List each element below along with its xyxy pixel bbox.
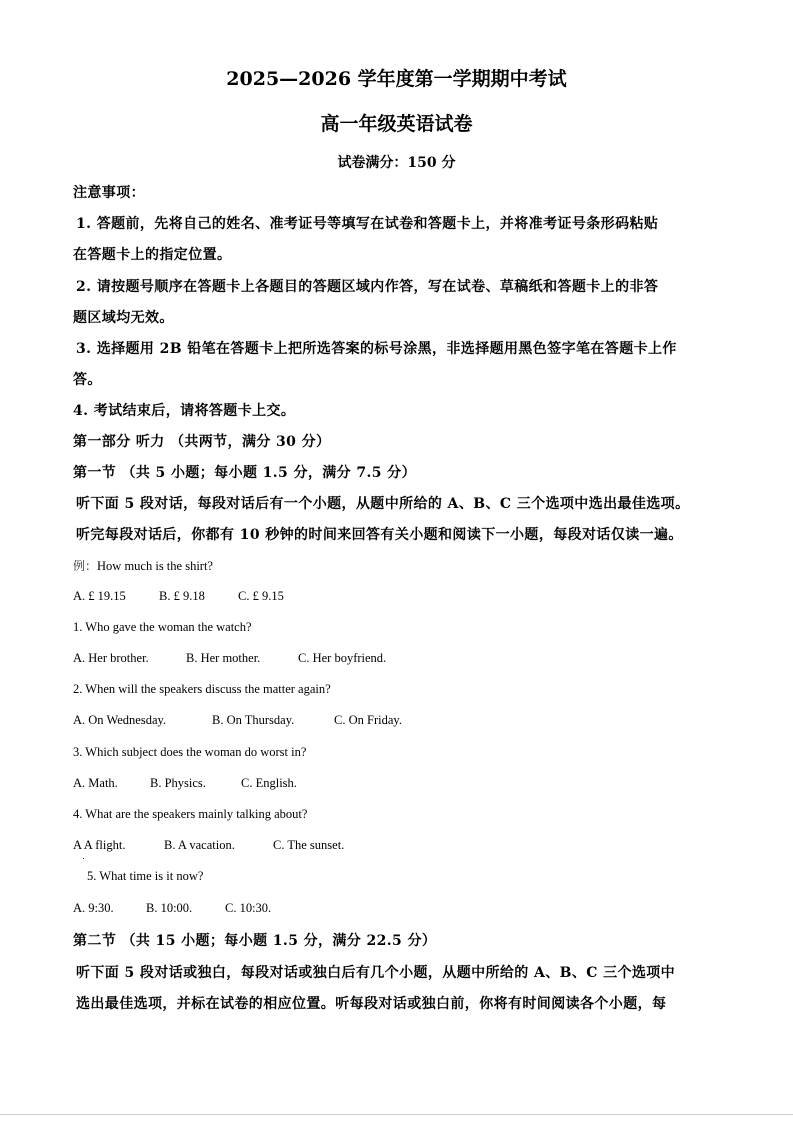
q1-option-c: C. Her boyfriend. (298, 651, 387, 665)
page-bottom-rule (0, 1114, 793, 1115)
q1-option-a: A. Her brother. (73, 651, 149, 665)
example-question-text: How much is the shirt? (97, 559, 213, 573)
question-2: 2. When will the speakers discuss the matter again? (73, 682, 331, 696)
part1-heading: 第一部分 听力 （共两节，满分 30 分） (73, 434, 331, 450)
note-2-line2: 题区域均无效。 (73, 310, 174, 326)
exam-subtitle: 高一年级英语试卷 (320, 113, 473, 135)
note-3-line1: 3. 选择题用 2B 铅笔在答题卡上把所选答案的标号涂黑，非选择题用黑色签字笔在答题卡上作 (76, 341, 677, 357)
q4-option-c: C. The sunset. (273, 838, 345, 852)
q3-option-c: C. English. (241, 776, 297, 790)
section1-instr-line1: 听下面 5 段对话，每段对话后有一个小题，从题中所给的 A、B、C 三个选项中选出最佳选项。 (76, 496, 690, 512)
section2-heading: 第二节 （共 15 小题；每小题 1.5 分，满分 22.5 分） (73, 933, 437, 949)
notes-heading: 注意事项： (73, 185, 145, 201)
q4-option-a: A A flight. (73, 838, 126, 852)
exam-title: 2025—2026 学年度第一学期期中考试 (226, 68, 567, 90)
example-option-a: A. £ 19.15 (73, 589, 126, 603)
section2-instr-line2: 选出最佳选项，并标在试卷的相应位置。听每段对话或独白前，你将有时间阅读各个小题，每 (76, 996, 667, 1012)
stray-dot (83, 858, 84, 859)
q5-option-a: A. 9:30. (73, 901, 114, 915)
section1-heading: 第一节 （共 5 小题；每小题 1.5 分，满分 7.5 分） (73, 465, 416, 481)
full-score: 试卷满分：150 分 (337, 155, 456, 171)
example-option-c: C. £ 9.15 (238, 589, 284, 603)
question-4: 4. What are the speakers mainly talking about? (73, 807, 308, 821)
q5-option-b: B. 10:00. (146, 901, 193, 915)
example-label: 例： (73, 559, 98, 573)
note-1-line2: 在答题卡上的指定位置。 (73, 247, 232, 263)
q3-option-a: A. Math. (73, 776, 118, 790)
q5-option-c: C. 10:30. (225, 901, 272, 915)
note-4: 4. 考试结束后，请将答题卡上交。 (73, 403, 296, 419)
note-2-line1: 2. 请按题号顺序在答题卡上各题目的答题区域内作答，写在试卷、草稿纸和答题卡上的非答 (76, 279, 659, 295)
question-3: 3. Which subject does the woman do worst in? (73, 745, 307, 759)
q2-option-c: C. On Friday. (334, 713, 402, 727)
q3-option-b: B. Physics. (150, 776, 206, 790)
note-1-line1: 1. 答题前，先将自己的姓名、准考证号等填写在试卷和答题卡上，并将准考证号条形码粘贴 (76, 216, 659, 232)
q1-option-b: B. Her mother. (186, 651, 261, 665)
section2-instr-line1: 听下面 5 段对话或独白，每段对话或独白后有几个小题，从题中所给的 A、B、C 三个选项中 (76, 965, 676, 981)
q4-option-b: B. A vacation. (164, 838, 235, 852)
question-1: 1. Who gave the woman the watch? (73, 620, 252, 634)
note-3-line2: 答。 (73, 372, 102, 388)
example-question (73, 557, 213, 574)
q2-option-b: B. On Thursday. (212, 713, 295, 727)
question-5: 5. What time is it now? (87, 869, 204, 883)
example-option-b: B. £ 9.18 (159, 589, 205, 603)
q2-option-a: A. On Wednesday. (73, 713, 167, 727)
section1-instr-line2: 听完每段对话后，你都有 10 秒钟的时间来回答有关小题和阅读下一小题，每段对话仅读一遍。 (76, 527, 683, 543)
